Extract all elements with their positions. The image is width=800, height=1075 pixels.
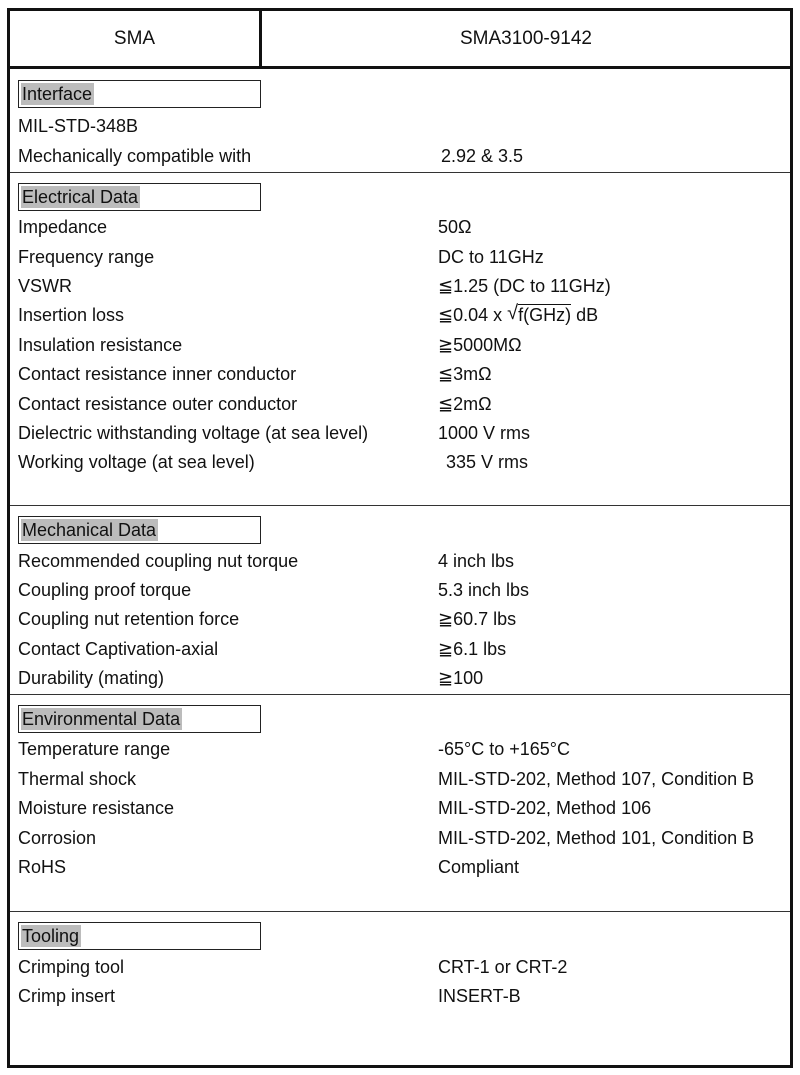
spec-label: Insertion loss (18, 305, 125, 325)
spec-value: MIL-STD-202, Method 106 (438, 798, 652, 818)
spec-row (18, 272, 788, 301)
section-environmental (10, 695, 790, 912)
spec-value: ≦2mΩ (438, 394, 492, 414)
spec-value: 1000 V rms (438, 423, 531, 443)
spec-label: Dielectric withstanding voltage (at sea level) (18, 423, 369, 443)
spec-row (18, 824, 788, 853)
spec-label: Contact resistance inner conductor (18, 364, 297, 384)
spec-label: Mechanically compatible with (18, 146, 252, 166)
header-row (10, 11, 790, 69)
spec-row (18, 635, 788, 664)
spec-row (18, 243, 788, 272)
section-title-mechanical: Mechanical Data (18, 516, 261, 544)
spec-row (18, 390, 788, 419)
spec-label: Working voltage (at sea level) (18, 452, 255, 472)
spec-value: INSERT-B (438, 986, 521, 1006)
section-title-interface: Interface (18, 80, 261, 108)
spec-row (18, 853, 788, 882)
spec-sheet (7, 8, 793, 1068)
connector-type: SMA (10, 11, 262, 66)
spec-row (18, 664, 788, 693)
spec-label: Recommended coupling nut torque (18, 551, 299, 571)
spec-row (18, 953, 788, 982)
spec-label: Crimping tool (18, 957, 125, 977)
value-suffix: dB (571, 305, 599, 325)
spec-value: ≧60.7 lbs (438, 609, 517, 629)
spec-label: Impedance (18, 217, 108, 237)
spec-label: Insulation resistance (18, 335, 183, 355)
spec-value: MIL-STD-202, Method 101, Condition B (438, 828, 755, 848)
spec-label: Temperature range (18, 739, 171, 759)
spec-row (18, 576, 788, 605)
spec-row (18, 112, 788, 141)
square-root-icon: √ f(GHz) (507, 302, 572, 325)
spec-value: 2.92 & 3.5 (441, 146, 524, 166)
spec-label: Crimp insert (18, 986, 116, 1006)
spec-label: Thermal shock (18, 769, 137, 789)
section-interface (10, 69, 790, 173)
spec-label: Frequency range (18, 247, 155, 267)
spec-value: ≦3mΩ (438, 364, 492, 384)
section-tooling (10, 912, 790, 1065)
spec-value: ≦1.25 (DC to 11GHz) (438, 276, 611, 296)
section-electrical (10, 173, 790, 506)
section-title-electrical: Electrical Data (18, 183, 261, 211)
spec-label: Moisture resistance (18, 798, 175, 818)
spec-row (18, 765, 788, 794)
spec-row (18, 735, 788, 764)
spec-row (18, 547, 788, 576)
section-title-environmental: Environmental Data (18, 705, 261, 733)
spec-value: Compliant (438, 857, 520, 877)
spec-row (18, 448, 788, 477)
spec-label: Corrosion (18, 828, 97, 848)
spec-label: Durability (mating) (18, 668, 165, 688)
spec-row (18, 794, 788, 823)
spec-value: 50Ω (438, 217, 472, 237)
spec-value: ≧5000MΩ (438, 335, 522, 355)
spec-label: Contact resistance outer conductor (18, 394, 298, 414)
spec-value (438, 301, 598, 330)
part-number: SMA3100-9142 (459, 28, 593, 49)
spec-label: MIL-STD-348B (18, 116, 139, 136)
spec-row (18, 360, 788, 389)
spec-value: 4 inch lbs (438, 551, 515, 571)
section-mechanical (10, 506, 790, 695)
spec-value: 335 V rms (446, 452, 529, 472)
section-title-tooling: Tooling (18, 922, 261, 950)
spec-label: VSWR (18, 276, 72, 296)
spec-label: Coupling nut retention force (18, 609, 240, 629)
spec-value: MIL-STD-202, Method 107, Condition B (438, 769, 755, 789)
spec-value: DC to 11GHz (438, 247, 544, 267)
spec-row (18, 142, 788, 171)
spec-value: 5.3 inch lbs (438, 580, 530, 600)
spec-value: CRT-1 or CRT-2 (438, 957, 568, 977)
spec-value: -65°C to +165°C (438, 739, 570, 759)
spec-value: ≧6.1 lbs (438, 639, 507, 659)
value-prefix: ≦0.04 x (438, 305, 508, 325)
spec-label: Contact Captivation-axial (18, 639, 219, 659)
value-radicand: f(GHz) (518, 305, 572, 325)
spec-value: ≧100 (438, 668, 484, 688)
spec-row (18, 605, 788, 634)
spec-row (18, 301, 788, 330)
spec-row (18, 331, 788, 360)
spec-label: Coupling proof torque (18, 580, 192, 600)
spec-label: RoHS (18, 857, 67, 877)
spec-row (18, 419, 788, 448)
spec-row (18, 213, 788, 242)
spec-row (18, 982, 788, 1011)
